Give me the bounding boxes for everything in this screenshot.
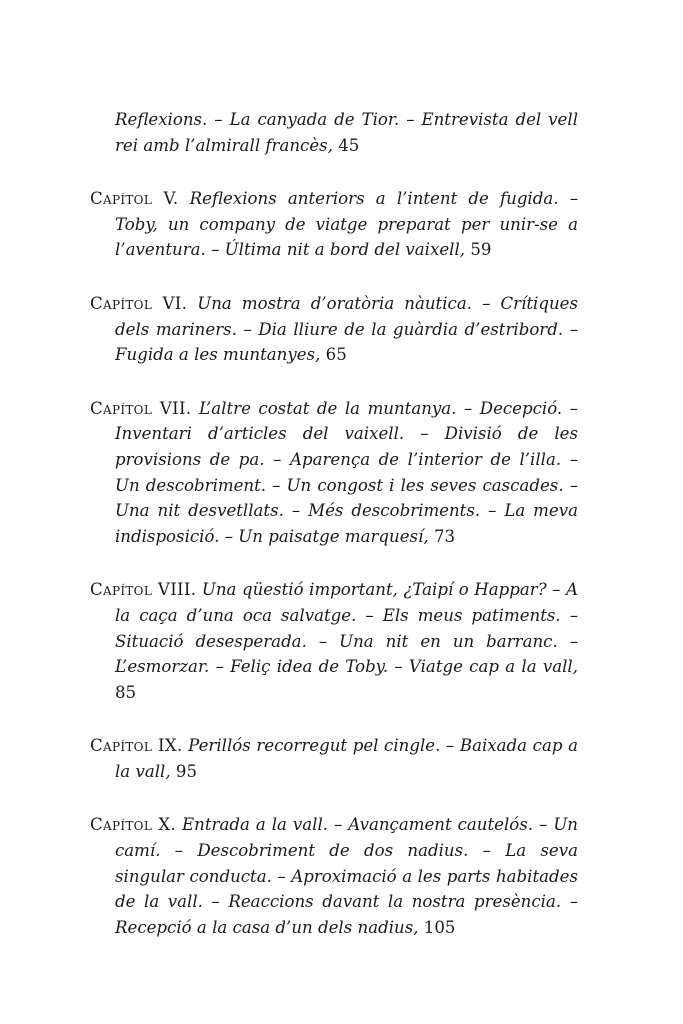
page-number: 65 (325, 345, 347, 365)
toc-entry-chapter-6 (90, 291, 578, 368)
page-number: 45 (338, 135, 360, 155)
chapter-summary: Reflexions. – La canyada de Tior. – Entrevista del vell rei amb l’almirall francès, (115, 110, 578, 155)
chapter-label: Capítol IX. (90, 736, 183, 756)
table-of-contents (90, 107, 578, 968)
chapter-label: Capítol X. (90, 815, 177, 835)
page-number: 105 (423, 917, 456, 937)
chapter-summary: Perillós recorregut pel cingle. – Baixada cap a la vall, (115, 736, 578, 781)
chapter-summary: L’altre costat de la muntanya. – Decepció. – Inventari d’articles del vaixell. – Divisió de les provisions de pa. – Aparença de l’interior de l’illa. – Un descobriment. – Un congost i les seves cascades. – Una nit desvetllats. – Més descobriments. – La meva indisposició. – Un paisatge marquesí, (115, 398, 578, 546)
chapter-label: Capítol V. (90, 189, 179, 209)
chapter-summary: Entrada a la vall. – Avançament cautelós. – Un camí. – Descobriment de dos nadius. – La seva singular conducta. – Aproximació a les parts habitades de la vall. – Reaccions davant la nostra presència. – Recepció a la casa d’un dels nadius, (115, 815, 578, 937)
page-number: 95 (175, 761, 198, 781)
page-number: 73 (433, 526, 456, 546)
page-number: 85 (115, 682, 137, 702)
chapter-summary: Una qüestió important, ¿Taipí o Happar? – A la caça d’una oca salvatge. – Els meus patiments. – Situació desesperada. – Una nit en un barranc. – L’esmorzar. – Feliç idea de Toby. – Viatge cap a la vall, (115, 580, 578, 677)
chapter-label: Capítol VIII. (90, 580, 197, 600)
toc-entry-chapter-5 (90, 186, 578, 263)
toc-entry-chapter-7 (90, 396, 578, 550)
chapter-label: Capítol VI. (90, 293, 188, 313)
toc-entry-continued (90, 107, 578, 158)
toc-entry-chapter-9 (90, 733, 578, 784)
page-number: 59 (470, 240, 492, 260)
toc-entry-chapter-10 (90, 812, 578, 940)
chapter-summary: Reflexions anteriors a l’intent de fugida. – Toby, un company de viatge preparat per unir-se a l’aventura. – Última nit a bord del vaixell, (115, 189, 578, 260)
toc-entry-chapter-8 (90, 577, 578, 705)
chapter-summary: Una mostra d’oratòria nàutica. – Crítiques dels mariners. – Dia lliure de la guàrdia d’estribord. – Fugida a les muntanyes, (115, 293, 578, 365)
chapter-label: Capítol VII. (90, 398, 192, 418)
